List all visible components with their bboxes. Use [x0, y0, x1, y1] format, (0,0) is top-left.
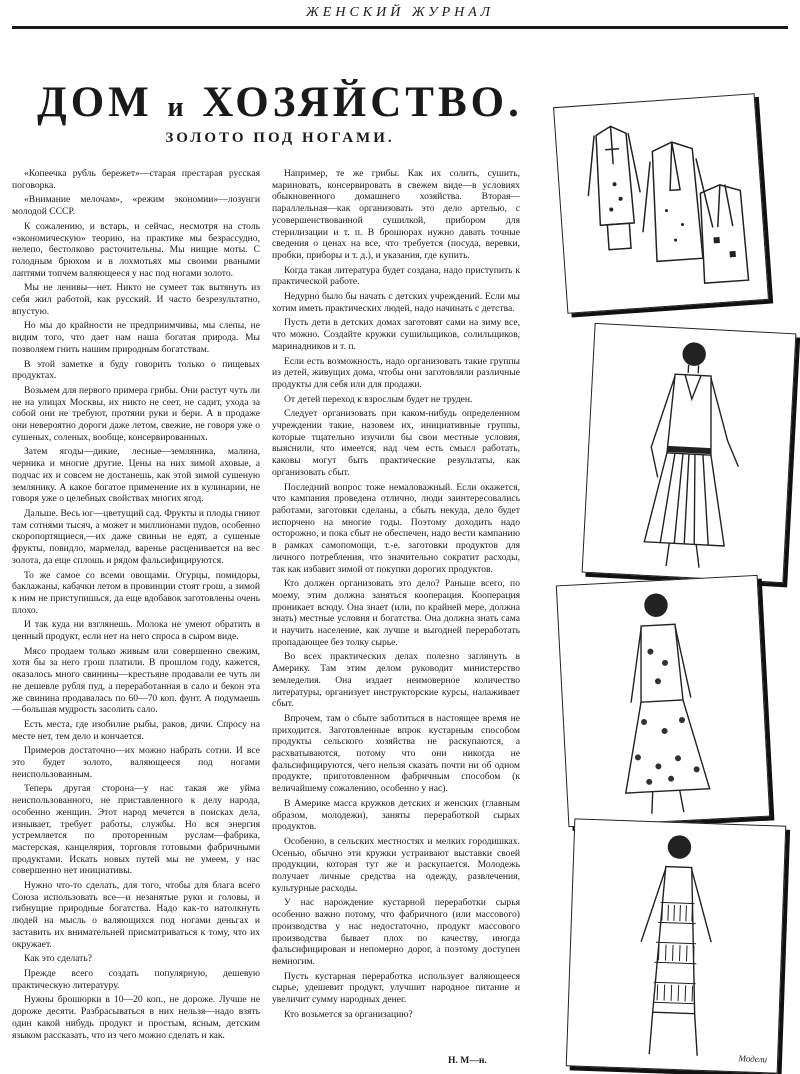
illustration-signature: Модели	[738, 1053, 768, 1065]
paragraph: Нужны брошюрки в 10—20 коп., не дороже. Лучше не дороже десяти. Разбрасываться в них нельзя—надо взять один какой нибудь продукт и простым, ясным, детским языком рассказать, что из чего можно сделать и как.	[12, 994, 260, 1041]
header-rule	[12, 26, 788, 29]
paragraph: Когда такая литература будет создана, надо приступить к практической работе.	[272, 264, 520, 288]
paragraph: Пусть кустарная переработка использует валяющееся сырье, удешевит продукт, улучшит народное питание и увеличит сумму народных денег.	[272, 970, 520, 1006]
fashion-plate-printed-dress	[556, 575, 770, 827]
article-signature: Н. М—н.	[448, 1055, 487, 1066]
fashion-plates	[540, 60, 795, 1073]
title-word-dom: ДОМ	[37, 79, 153, 126]
paragraph: В Америке масса кружков детских и женских (главным образом, молодежи), заняты переработкой сырых продуктов.	[272, 797, 520, 833]
paragraph: Недурно было бы начать с детских учреждений. Если мы хотим иметь практических людей, надо начинать с детства.	[272, 291, 520, 314]
paragraph: Мясо продаем только живым или совершенно свежим, хотя бы за него грош платили. В прошлом году, кажется, оказалось много свинины—крестьяне продавали ее чуть ли не дешевле рубля пуд, а переработанная в сало и бекон эта же свинина продавалась по 60—70 коп. фунт. А подумаешь—большая мудрость засолить сало.	[12, 645, 260, 716]
paragraph: Но мы до крайности не предприимчивы, мы слепы, не видим того, что дает нам наша богатая природа. Мы позволяем гнить нашим природным богатствам.	[12, 320, 260, 355]
fashion-plate-suit	[582, 323, 797, 583]
paragraph: Возьмем для первого примера грибы. Они растут чуть ли не на улицах Москвы, их никто не сеет, не садит, ухода за собой они не требуют, протяни руки и бери. А в продаже они невероятно дороги даже летом, свежие, не говоря уже о сушеных, соленых, вообще, консервированных.	[12, 384, 260, 443]
paragraph: Есть места, где изобилие рыбы, раков, дичи. Спросу на месте нет, тем дело и кончается.	[12, 718, 260, 742]
text-column-right	[272, 168, 520, 1061]
paragraph: «Внимание мелочам», «режим экономии»—лозунги молодой СССР.	[12, 194, 260, 218]
fashion-plate-blouses	[553, 93, 769, 314]
paragraph: К сожалению, и встарь, и сейчас, несмотря на столь «экономическую» теорию, на практике мы безрассудно, нелепо, бестолково расточительны. Мы нищие моты. С голодным брюхом и в лохмотьях мы своими рваными лаптями топчем валяющееся у нас под ногами золото.	[12, 220, 260, 279]
paragraph: Например, те же грибы. Как их солить, сушить, мариновать, консервировать в свежем виде—в условиях обыкновенного домашнего хозяйства. Вторая—параллельная—как организовать это дело артелью, с усовершенствованной сушилкой, прибором для стерилизации и т. п. В брошюрах нужно давать точные сведения о ценах на все, что требуется (посуда, веревки, пробки, приборы и т. д.), и указания, где купить.	[272, 168, 520, 261]
title-word-and: и	[167, 92, 188, 123]
paragraph: Следует организовать при каком-нибудь определенном учреждении такие, назовем их, инициативные группы, которые тщательно изучили бы свои местные условия, выяснили, что имеется, над чем есть смысл работать, каковы могут быть практические результаты, как организовать сбыт.	[272, 408, 520, 478]
blouses-illustration	[554, 94, 768, 312]
suit-figure-illustration	[583, 324, 796, 582]
paragraph: Мы не ленивы—нет. Никто не сумеет так вытянуть из себя жил работой, как русский. И часто безрезультатно, впустую.	[12, 282, 260, 317]
fashion-plate-fringe-dress	[566, 818, 787, 1073]
paragraph: И так куда ни взглянешь. Молока не умеют обратить в ценный продукт, если нет на него спроса в сыром виде.	[12, 619, 260, 643]
paragraph: Особенно, в сельских местностях и мелких городишках. Осенью, обычно эти кружки устраивают выставки своей продукции, которая тут же и раскупается. Молодежь получает личные средства на одежду, развлечения, культурные расходы.	[272, 835, 520, 894]
article-title	[20, 78, 540, 127]
paragraph: Примеров достаточно—их можно набрать сотни. И все это будет золото, валяющееся под ногами неиспользованным.	[12, 745, 260, 780]
title-word-hozyaistvo: ХОЗЯЙСТВО.	[202, 79, 523, 126]
paragraph: Последний вопрос тоже немаловажный. Если окажется, что кампания проведена отлично, люди заинтересовались работами, заготовки сделаны, а сбыть некуда, дело будет испорчено на многие годы. Поэтому доходить надо осторожно, и пока сбыт не обеспечен, надо вести кампанию в рамках самопомощи, т.-е. заготовки продуктов для личного потребления, что значительно сократит расходы, так как избавит зимой от покупки дорогих продуктов.	[272, 481, 520, 575]
article-subtitle: ЗОЛОТО ПОД НОГАМИ.	[165, 130, 395, 146]
paragraph: У нас нарождение кустарной переработки сырья особенно важно потому, что фабричного (или массового) производства у нас недостаточно, продукт массового производства бывает плох по качеству, иногда фальсифицирован и непомерно дорог, а поэтому доступен немногим.	[272, 897, 520, 967]
paragraph: Если есть возможность, надо организовать такие группы из детей, живущих дома, чтобы они заготовляли различные продукты для себя или для продажи.	[272, 355, 520, 390]
paragraph: Теперь другая сторона—у нас такая же уйма неиспользованного, не приставленного к делу народа, особенно женщин. Этот народ мечется в поисках дела, изнывает, требует работы, службы. Но вся энергия устремляется по проторенным руслам—фабрика, мастерская, канцелярия, торговля готовыми фабричными продуктами. Искать новых путей мы не умеем, у нас совершенно нет инициативы.	[12, 783, 260, 877]
paragraph: Пусть дети в детских домах заготовят сами на зиму все, что можно. Создайте кружки сушильщиков, солильщиков, маринадников и т. п.	[272, 317, 520, 352]
magazine-header: ЖЕНСКИЙ ЖУРНАЛ	[305, 5, 495, 20]
paragraph: Кто возьмется за организацию?	[284, 1008, 413, 1020]
paragraph: В этой заметке я буду говорить только о пищевых продуктах.	[12, 358, 260, 382]
paragraph: От детей переход к взрослым будет не труден.	[284, 393, 473, 405]
paragraph: Дальше. Весь юг—цветущий сад. Фрукты и плоды гниют там сотнями тысяч, а может и миллионами пудов, особенно скоропортящиеся,—их даже свиньи не едят, а сушеные фрукты, повидло, мармелад, варенье расценивается на вес золота, да еще сплошь и рядом фальсифицируются.	[12, 507, 260, 566]
paragraph: «Копеечка рубль бережет»—старая престарая русская поговорка.	[12, 168, 260, 191]
paragraph: Как это сделать?	[24, 953, 92, 965]
paragraph: Кто должен организовать это дело? Раньше всего, по моему, этим должна заняться кооперация. Кооперация проникает всюду. Она знает (или, по крайней мере, должна знать) местные условия и богатства. Она должна знать сама и научить население, как лучше и выгодней переработать пропадающее без толку сырье.	[272, 578, 520, 648]
fringe-dress-illustration	[567, 819, 785, 1072]
printed-dress-illustration	[557, 576, 769, 826]
paragraph: Затем ягоды—дикие, лесные—земляника, малина, черника и многие другие. Цены на них зимой аховые, а подчас их и совсем не достанешь, как этой зимой сушеную землянику. А какое богатое применение их в кулинарии, не говоря уже о целебных свойствах многих ягод.	[12, 446, 260, 505]
text-column-left	[12, 168, 260, 1061]
paragraph: Впрочем, там о сбыте заботиться в настоящее время не приходится. Заготовленные впрок кустарным способом продукты сельского хозяйства не раскупаются, а расхватываются, потому что они никогда не фальсифицируются, чего нельзя сказать почти ни об одном продукте, приготовленном фабричным способом (к величайшему сожалению, особенно у нас).	[272, 712, 520, 795]
paragraph: Нужно что-то сделать, для того, чтобы для блага всего Союза использовать все—и незанятые руки и головы, и гибнущие природные богатства. Надо как-то натолкнуть людей на мысль о валяющихся под ногами деньгах и заставить их внимательней присматриваться к тому, что их окружает.	[12, 880, 260, 950]
paragraph: Во всех практических делах полезно заглянуть в Америку. Там этим делом руководит министерство земледелия. Она издает неимоверное количество литературы, организует инструкторские курсы, налаживает сбыт.	[272, 651, 520, 710]
paragraph: То же самое со всеми овощами. Огурцы, помидоры, баклажаны, кабачки летом в провинции стоят грош, а зимой к ним не приступишься, да еще вдобавок заготовлены очень плохо.	[12, 569, 260, 616]
paragraph: Прежде всего создать популярную, дешевую практическую литературу.	[12, 968, 260, 991]
